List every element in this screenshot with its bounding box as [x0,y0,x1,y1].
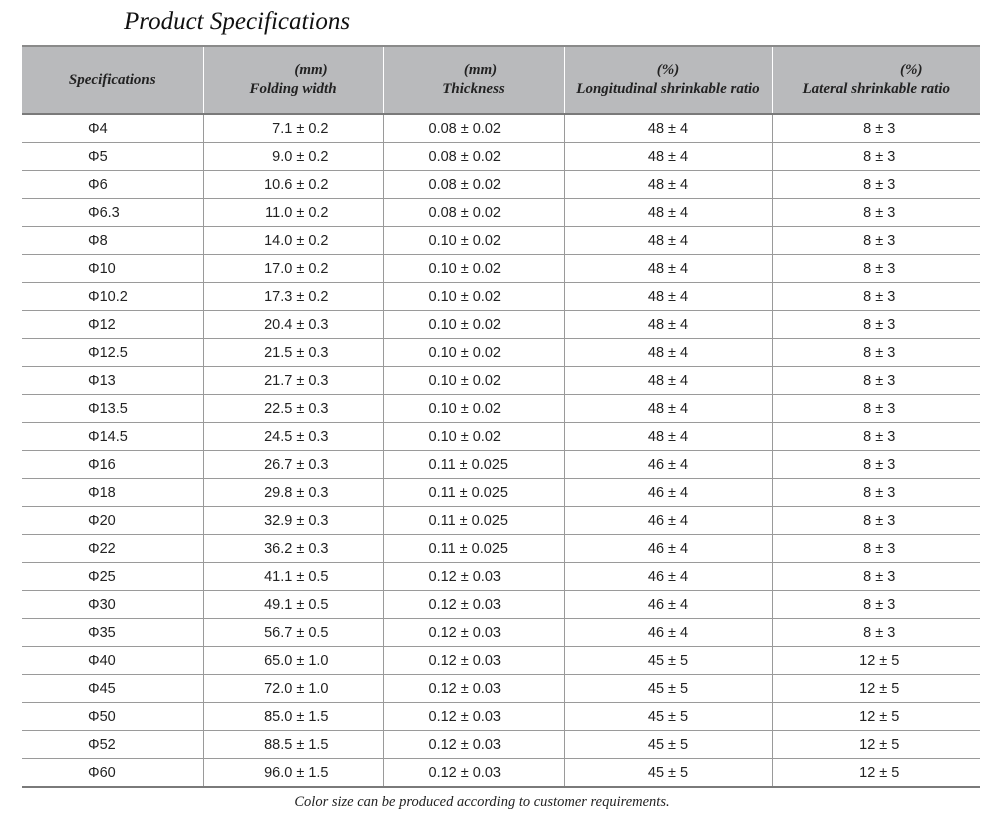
lateral-ratio-cell: 8 ± 3 [772,507,980,535]
folding-width-cell: 29.8 ± 0.3 [203,479,383,507]
lateral-ratio-cell: 8 ± 3 [772,451,980,479]
lateral-ratio-cell: 8 ± 3 [772,339,980,367]
folding-width-cell: 65.0 ± 1.0 [203,647,383,675]
lateral-ratio-cell: 12 ± 5 [772,675,980,703]
longitudinal-ratio-cell: 48 ± 4 [564,143,772,171]
lateral-ratio-cell: 8 ± 3 [772,143,980,171]
folding-width-cell: 32.9 ± 0.3 [203,507,383,535]
spec-cell: Φ10.2 [22,283,203,311]
folding-width-cell: 21.5 ± 0.3 [203,339,383,367]
table-row [22,311,980,339]
table-row [22,395,980,423]
thickness-cell: 0.08 ± 0.02 [383,171,564,199]
lateral-ratio-cell: 8 ± 3 [772,283,980,311]
table-row [22,227,980,255]
folding-width-cell: 11.0 ± 0.2 [203,199,383,227]
longitudinal-ratio-cell: 45 ± 5 [564,675,772,703]
table-row [22,619,980,647]
lateral-ratio-cell: 8 ± 3 [772,367,980,395]
lateral-ratio-cell: 12 ± 5 [772,731,980,759]
thickness-cell: 0.10 ± 0.02 [383,227,564,255]
longitudinal-ratio-cell: 48 ± 4 [564,423,772,451]
longitudinal-ratio-cell: 48 ± 4 [564,283,772,311]
spec-cell: Φ6.3 [22,199,203,227]
folding-width-cell: 10.6 ± 0.2 [203,171,383,199]
table-row [22,423,980,451]
lateral-ratio-cell: 8 ± 3 [772,255,980,283]
table-row [22,114,980,143]
table-row [22,367,980,395]
table-row [22,199,980,227]
folding-width-cell: 26.7 ± 0.3 [203,451,383,479]
header-label: Folding width [249,81,337,97]
longitudinal-ratio-cell: 48 ± 4 [564,339,772,367]
table-row [22,703,980,731]
spec-cell: Φ20 [22,507,203,535]
header-unit: (%) [656,62,680,78]
lateral-ratio-cell: 8 ± 3 [772,563,980,591]
table-row [22,479,980,507]
table-row [22,507,980,535]
spec-cell: Φ52 [22,731,203,759]
folding-width-cell: 56.7 ± 0.5 [203,619,383,647]
table-body [22,114,980,787]
page-title: Product Specifications [124,8,351,35]
lateral-ratio-cell: 8 ± 3 [772,199,980,227]
spec-cell: Φ4 [22,114,203,143]
header-lateral-ratio [772,46,980,114]
thickness-cell: 0.12 ± 0.03 [383,675,564,703]
header-folding-width [203,46,383,114]
longitudinal-ratio-cell: 46 ± 4 [564,563,772,591]
lateral-ratio-cell: 8 ± 3 [772,114,980,143]
spec-cell: Φ12 [22,311,203,339]
table-row [22,451,980,479]
folding-width-cell: 85.0 ± 1.5 [203,703,383,731]
longitudinal-ratio-cell: 45 ± 5 [564,731,772,759]
spec-cell: Φ5 [22,143,203,171]
spec-cell: Φ6 [22,171,203,199]
header-label: Thickness [442,81,505,97]
lateral-ratio-cell: 8 ± 3 [772,311,980,339]
table-row [22,339,980,367]
header-row [22,46,980,114]
table-row [22,535,980,563]
header-label: Lateral shrinkable ratio [802,81,951,97]
thickness-cell: 0.10 ± 0.02 [383,311,564,339]
lateral-ratio-cell: 8 ± 3 [772,619,980,647]
thickness-cell: 0.11 ± 0.025 [383,451,564,479]
spec-cell: Φ18 [22,479,203,507]
thickness-cell: 0.10 ± 0.02 [383,255,564,283]
longitudinal-ratio-cell: 45 ± 5 [564,647,772,675]
thickness-cell: 0.12 ± 0.03 [383,731,564,759]
folding-width-cell: 21.7 ± 0.3 [203,367,383,395]
thickness-cell: 0.12 ± 0.03 [383,591,564,619]
longitudinal-ratio-cell: 48 ± 4 [564,171,772,199]
thickness-cell: 0.10 ± 0.02 [383,367,564,395]
lateral-ratio-cell: 12 ± 5 [772,703,980,731]
longitudinal-ratio-cell: 48 ± 4 [564,114,772,143]
header-unit: (mm) [294,62,328,78]
folding-width-cell: 22.5 ± 0.3 [203,395,383,423]
folding-width-cell: 7.1 ± 0.2 [203,114,383,143]
thickness-cell: 0.12 ± 0.03 [383,563,564,591]
thickness-cell: 0.11 ± 0.025 [383,535,564,563]
thickness-cell: 0.12 ± 0.03 [383,759,564,788]
table-row [22,171,980,199]
thickness-cell: 0.10 ± 0.02 [383,395,564,423]
thickness-cell: 0.10 ± 0.02 [383,339,564,367]
folding-width-cell: 24.5 ± 0.3 [203,423,383,451]
table-header [22,46,980,114]
folding-width-cell: 49.1 ± 0.5 [203,591,383,619]
folding-width-cell: 96.0 ± 1.5 [203,759,383,788]
table-row [22,731,980,759]
spec-cell: Φ14.5 [22,423,203,451]
header-unit: (mm) [463,62,498,78]
longitudinal-ratio-cell: 46 ± 4 [564,535,772,563]
folding-width-cell: 20.4 ± 0.3 [203,311,383,339]
longitudinal-ratio-cell: 48 ± 4 [564,255,772,283]
folding-width-cell: 36.2 ± 0.3 [203,535,383,563]
spec-cell: Φ8 [22,227,203,255]
longitudinal-ratio-cell: 46 ± 4 [564,619,772,647]
table-row [22,563,980,591]
folding-width-cell: 41.1 ± 0.5 [203,563,383,591]
folding-width-cell: 9.0 ± 0.2 [203,143,383,171]
folding-width-cell: 17.0 ± 0.2 [203,255,383,283]
table-row [22,255,980,283]
table-row [22,647,980,675]
longitudinal-ratio-cell: 48 ± 4 [564,395,772,423]
header-label: Longitudinal shrinkable ratio [576,81,760,97]
table-row [22,591,980,619]
folding-width-cell: 88.5 ± 1.5 [203,731,383,759]
thickness-cell: 0.10 ± 0.02 [383,283,564,311]
spec-cell: Φ45 [22,675,203,703]
table-row [22,759,980,788]
spec-cell: Φ22 [22,535,203,563]
longitudinal-ratio-cell: 46 ± 4 [564,507,772,535]
header-unit: (%) [900,62,923,78]
lateral-ratio-cell: 8 ± 3 [772,227,980,255]
thickness-cell: 0.08 ± 0.02 [383,143,564,171]
folding-width-cell: 17.3 ± 0.2 [203,283,383,311]
table-row [22,143,980,171]
lateral-ratio-cell: 8 ± 3 [772,395,980,423]
spec-cell: Φ12.5 [22,339,203,367]
lateral-ratio-cell: 12 ± 5 [772,759,980,788]
longitudinal-ratio-cell: 48 ± 4 [564,227,772,255]
folding-width-cell: 14.0 ± 0.2 [203,227,383,255]
spec-cell: Φ10 [22,255,203,283]
spec-cell: Φ60 [22,759,203,788]
spec-cell: Φ40 [22,647,203,675]
lateral-ratio-cell: 8 ± 3 [772,171,980,199]
lateral-ratio-cell: 8 ± 3 [772,423,980,451]
longitudinal-ratio-cell: 48 ± 4 [564,199,772,227]
spec-cell: Φ50 [22,703,203,731]
spec-cell: Φ25 [22,563,203,591]
spec-cell: Φ30 [22,591,203,619]
thickness-cell: 0.08 ± 0.02 [383,199,564,227]
thickness-cell: 0.12 ± 0.03 [383,647,564,675]
lateral-ratio-cell: 8 ± 3 [772,591,980,619]
longitudinal-ratio-cell: 46 ± 4 [564,591,772,619]
header-label: Specifications [68,71,156,88]
longitudinal-ratio-cell: 46 ± 4 [564,451,772,479]
thickness-cell: 0.10 ± 0.02 [383,423,564,451]
spec-cell: Φ13.5 [22,395,203,423]
specifications-table [22,45,980,788]
thickness-cell: 0.11 ± 0.025 [383,479,564,507]
header-longitudinal-ratio [564,46,772,114]
folding-width-cell: 72.0 ± 1.0 [203,675,383,703]
lateral-ratio-cell: 12 ± 5 [772,647,980,675]
thickness-cell: 0.12 ± 0.03 [383,703,564,731]
longitudinal-ratio-cell: 48 ± 4 [564,311,772,339]
table-row [22,675,980,703]
header-thickness [383,46,564,114]
thickness-cell: 0.11 ± 0.025 [383,507,564,535]
header-specifications [22,46,203,114]
longitudinal-ratio-cell: 48 ± 4 [564,367,772,395]
thickness-cell: 0.08 ± 0.02 [383,114,564,143]
lateral-ratio-cell: 8 ± 3 [772,535,980,563]
longitudinal-ratio-cell: 45 ± 5 [564,759,772,788]
thickness-cell: 0.12 ± 0.03 [383,619,564,647]
lateral-ratio-cell: 8 ± 3 [772,479,980,507]
spec-cell: Φ35 [22,619,203,647]
spec-cell: Φ16 [22,451,203,479]
longitudinal-ratio-cell: 45 ± 5 [564,703,772,731]
spec-cell: Φ13 [22,367,203,395]
table-row [22,283,980,311]
footnote: Color size can be produced according to customer requirements. [294,794,670,810]
longitudinal-ratio-cell: 46 ± 4 [564,479,772,507]
